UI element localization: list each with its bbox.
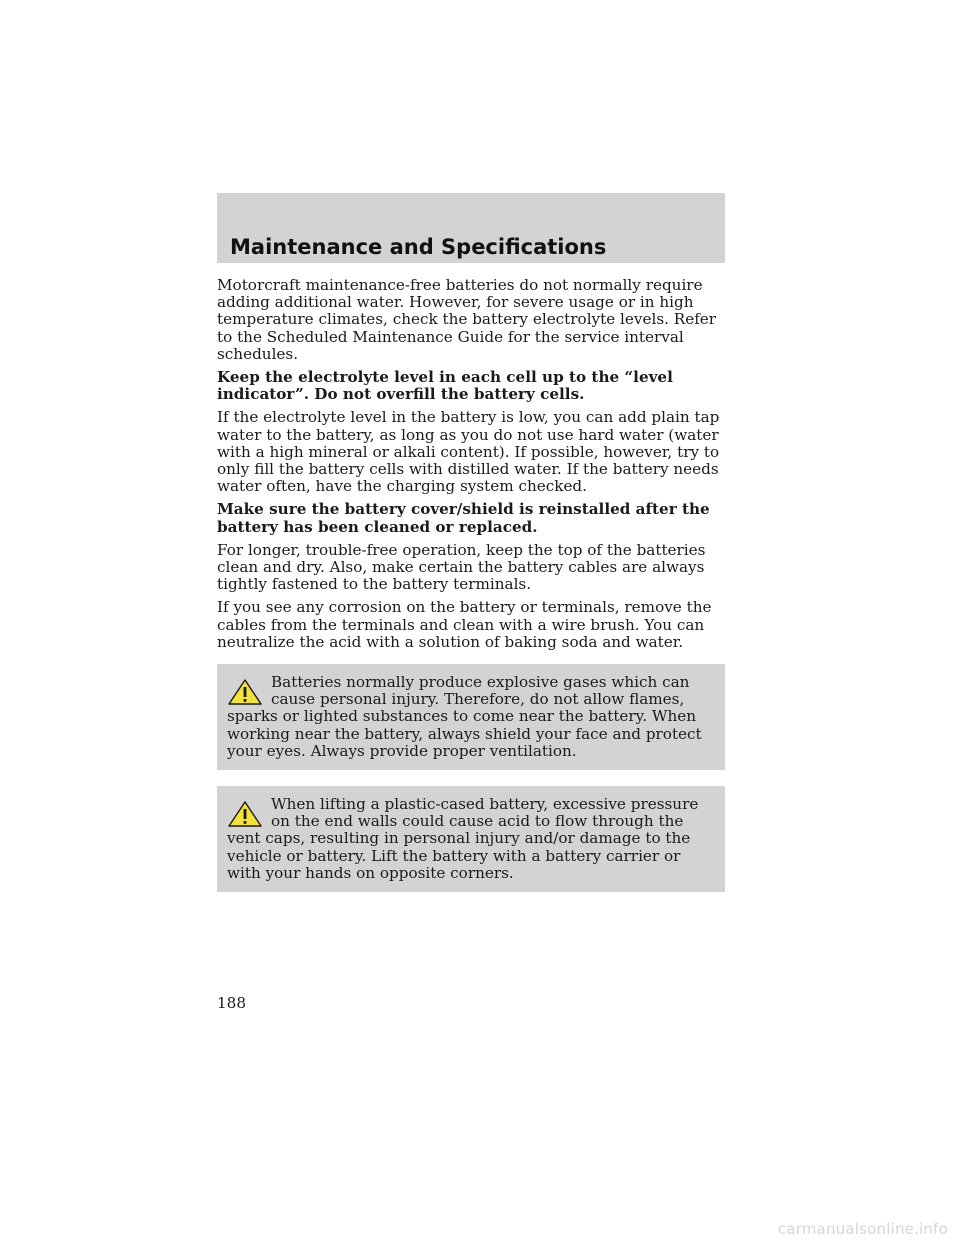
warning-box-explosive-gases — [217, 664, 725, 770]
paragraph-corrosion: If you see any corrosion on the battery or terminals, remove the cables from the terminals and clean with a wire brush. You can neutralize the acid with a solution of baking soda and water. — [217, 598, 712, 651]
paragraph-keep-clean: For longer, trouble-free operation, keep the top of the batteries clean and dry. Also, make certain the battery cables are always tightly fastened to the battery terminals. — [217, 540, 706, 594]
paragraph-electrolyte-level-note: Keep the electrolyte level in each cell up to the “level indicator”. Do not overfill the battery cells. — [217, 368, 673, 404]
paragraph-maintenance-free: Motorcraft maintenance-free batteries do not normally require adding additional water. However, for severe usage or in high temperature climates, check the battery electrolyte levels. Refer to the Scheduled Maintenance Guide for the service interval schedules. — [217, 276, 717, 363]
warning-text: Batteries normally produce explosive gases which can cause personal injury. Therefore, do not allow flames, sparks or lighted substances to come near the battery. When working near the battery, always shield your face and protect your eyes. Always provide proper ventilation. — [227, 673, 702, 760]
watermark: carmanualsonline.info — [777, 1220, 948, 1238]
warning-triangle-icon — [227, 678, 263, 706]
page-number: 188 — [217, 994, 246, 1012]
warning-box-lifting-battery — [217, 786, 725, 892]
warning-triangle-icon — [227, 800, 263, 828]
paragraph-add-water: If the electrolyte level in the battery is low, you can add plain tap water to the battery, as long as you do not use hard water (water with a high mineral or alkali content). If possible, however, try to only fill the battery cells with distilled water. If the battery needs water often, have the charging system checked. — [217, 408, 720, 496]
section-header-band — [217, 193, 725, 263]
warning-text: When lifting a plastic-cased battery, excessive pressure on the end walls could cause acid to flow through the vent caps, resulting in personal injury and/or damage to the vehicle or battery. Lift the battery with a battery carrier or with your hands on opposite corners. — [227, 795, 699, 882]
section-title: Maintenance and Specifications — [230, 235, 607, 259]
paragraph-cover-shield-note: Make sure the battery cover/shield is reinstalled after the battery has been cleaned or replaced. — [217, 500, 710, 536]
page-content — [217, 277, 725, 892]
